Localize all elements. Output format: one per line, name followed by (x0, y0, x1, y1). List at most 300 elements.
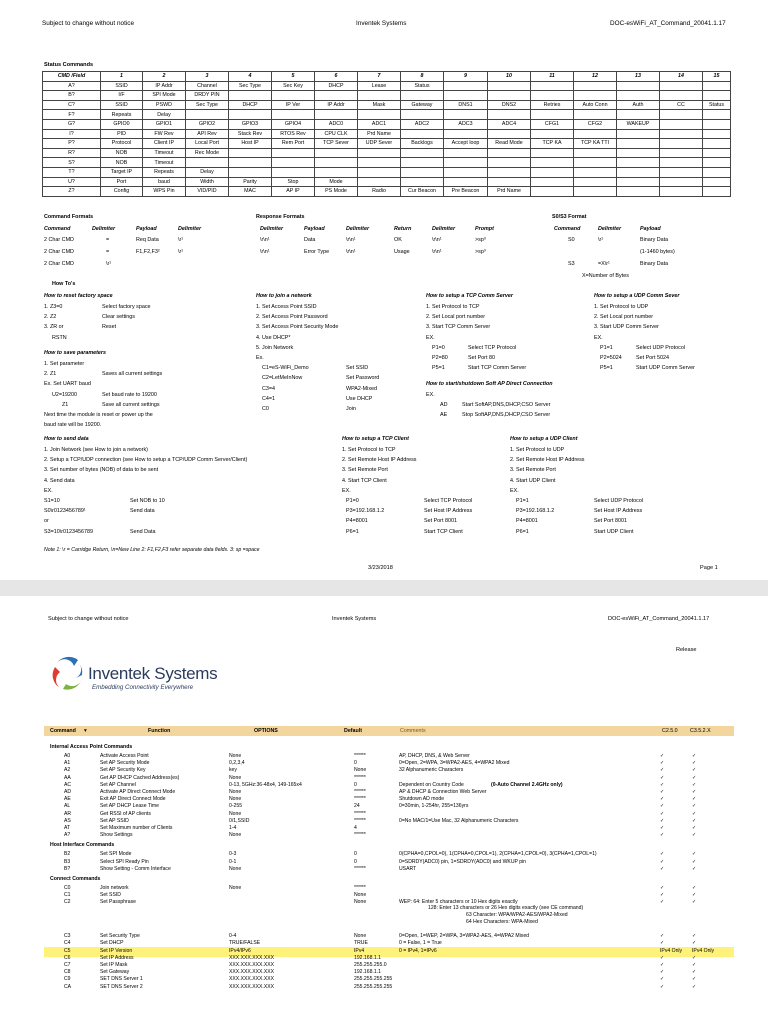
status-cell (703, 148, 731, 158)
status-cell: Rec Mode (186, 148, 229, 158)
howto-udp-client-step: 3. Set Remote Port (510, 467, 556, 474)
command-v1: ✓ (660, 774, 665, 781)
status-cell: Retries (531, 100, 574, 110)
response-format-cell: \r\n¹ (432, 249, 442, 255)
status-cell (660, 187, 703, 197)
status-cell: Prd Name (488, 187, 531, 197)
command-v2: ✓ (692, 865, 697, 872)
command-format-cell: \r¹ (106, 261, 112, 267)
status-cell (660, 139, 703, 149)
command-opt: None (229, 810, 242, 817)
command-v2: ✓ (692, 803, 697, 810)
howto-tcp-client-step: 2. Set Remote Host IP Address (342, 457, 417, 464)
command-func: Set Passphrase (100, 899, 136, 906)
command-opt: XXX.XXX.XXX.XXX (229, 976, 275, 983)
command-cmd: C7 (64, 962, 71, 968)
status-cell: NOB (101, 158, 143, 168)
status-cell: DNS1 (444, 100, 488, 110)
command-format-cell: = (106, 249, 110, 255)
status-cell: Stop (272, 177, 315, 187)
status-row (43, 148, 731, 158)
status-cell: TCP KA TTI (574, 139, 617, 149)
response-format-header: Prompt (475, 226, 494, 232)
command-def: 255.255.255.255 (354, 983, 393, 990)
status-col-header: CMD /Field (43, 72, 101, 82)
command-cmd: B3 (64, 858, 71, 865)
status-cell: P? (43, 139, 101, 149)
command-com: 0 = IPv4, 1=IPv6 (399, 947, 437, 954)
command-v2: ✓ (692, 899, 697, 906)
status-cell (660, 129, 703, 139)
command-com: USART (399, 865, 417, 872)
status-cell (444, 91, 488, 101)
command-opt: 0-13, 5GHz:36-48x4, 149-165x4 (229, 781, 302, 788)
status-cell (531, 110, 574, 120)
status-cell: Accept loop (444, 139, 488, 149)
command-format-header: Payload (136, 226, 157, 232)
status-cell: ADC1 (358, 119, 401, 129)
status-cell (444, 129, 488, 139)
status-cell (617, 91, 660, 101)
howto-send-ex-cmd: S1=10 (44, 498, 60, 504)
status-cell: TCP Sever (315, 139, 358, 149)
command-row (44, 898, 734, 908)
command-v1: ✓ (660, 899, 665, 906)
command-cmd: A0 (64, 753, 71, 759)
status-cell: Prd Name (358, 129, 401, 139)
status-cell: Config (101, 187, 143, 197)
howto-join-ex-desc: Set SSID (346, 365, 369, 372)
status-cell (617, 158, 660, 168)
command-v1: ✓ (660, 789, 665, 795)
command-opt: IPv4/IPv6 (229, 947, 251, 954)
status-cell (401, 177, 444, 187)
status-cell: A? (43, 81, 101, 91)
command-v2: ✓ (692, 774, 697, 781)
command-v2: ✓ (692, 962, 697, 968)
howto-reset-desc: Clear settings (102, 314, 135, 321)
command-format-header: Command (44, 226, 71, 232)
command-v2: ✓ (692, 976, 697, 983)
howto-send-step: 4. Send data (44, 477, 75, 484)
command-cmd: C0 (64, 885, 71, 891)
howto-save-title: How to save parameters (44, 350, 107, 356)
command-v2: ✓ (692, 832, 697, 839)
command-func: Set Security Type (100, 933, 140, 940)
response-format-header: Delimiter (260, 226, 284, 232)
howto-udp-server-ex-cmd: P1=1 (600, 344, 613, 351)
command-v1: ✓ (660, 865, 665, 872)
response-format-cell: \r\n¹ (346, 249, 356, 255)
command-func: Set Maximum number of Clients (100, 825, 173, 831)
status-cell: IP Addr (315, 100, 358, 110)
status-cell: Lease (358, 81, 401, 91)
howto-join-step: Ex. (256, 355, 264, 361)
howto-save-step: 1. Set parameter (44, 361, 85, 367)
status-cell (574, 110, 617, 120)
status-cell: Z? (43, 187, 101, 197)
command-v2: ✓ (692, 983, 697, 990)
command-v2: ✓ (692, 940, 697, 947)
status-cell (444, 158, 488, 168)
logo-tagline: Embedding Connectivity Everywhere (92, 684, 194, 691)
command-cmd: C2 (64, 899, 71, 906)
command-cmd: AE (64, 796, 71, 803)
howto-save-desc: Saves all current settings (102, 371, 163, 378)
status-cell (358, 158, 401, 168)
inventek-logo-icon (48, 654, 88, 694)
howto-send-step: EX. (44, 487, 53, 494)
status-cell: SSID (101, 81, 143, 91)
howto-send-ex-cmd: S3=10\r0123456789 (44, 528, 94, 535)
command-v2: ✓ (692, 760, 697, 767)
response-format-cell: \r\n¹ (432, 237, 442, 243)
header2-center: Inventek Systems (332, 616, 377, 622)
command-v2: ✓ (692, 796, 697, 803)
command-func: Set SSID (100, 892, 121, 899)
command-def: 255.255.255.0 (354, 962, 387, 968)
command-opt: 0-255 (229, 803, 243, 810)
command-def: None (354, 892, 367, 899)
status-cell: API Rev (186, 129, 229, 139)
howto-softap-ex-desc: Start SoftAP,DNS,DHCP,CSO Server (462, 402, 551, 409)
status-cell (315, 110, 358, 120)
status-cell: CFG1 (531, 119, 574, 129)
status-cell (617, 177, 660, 187)
response-format-cell: >sp³ (475, 249, 486, 255)
command-def: ****** (354, 789, 366, 795)
command-com: AP & DHCP & Connection Web Server (399, 789, 487, 795)
footnote: Note 1: \r = Carridge Return, \n=New Line 2: F1,F2,F3 refer separate data fields. 3: sp =space (44, 547, 260, 553)
command-def: None (354, 899, 367, 906)
status-cell: R? (43, 148, 101, 158)
howto-udp-client-step: 2. Set Remote Host IP Address (510, 457, 585, 464)
status-cell (186, 158, 229, 168)
command-def: 0 (354, 851, 357, 858)
response-format-header: Delimiter (432, 226, 456, 232)
howto-tcp-client-ex-cmd: P6=1 (346, 528, 359, 535)
status-cell: Mask (358, 100, 401, 110)
status-cell (229, 91, 272, 101)
command-func: Set IP Address (100, 954, 134, 961)
command-opt: 0-4 (229, 933, 237, 940)
command-opt: None (229, 832, 242, 839)
howto-save-note: Next time the module is reset or power up the (44, 412, 153, 418)
howtos-title: How To's (52, 281, 76, 287)
status-cell (229, 110, 272, 120)
status-cell: I? (43, 129, 101, 139)
howto-join-step: 4. Use DHCP* (256, 334, 291, 341)
header-center: Inventek Systems (356, 20, 407, 27)
howto-udp-server-ex-desc: Set Port 5024 (636, 355, 669, 361)
status-cell (401, 129, 444, 139)
howto-tcp-server-step: 2. Set Local port number (426, 314, 486, 321)
s0s3-format-cell: =X\r¹ (598, 261, 610, 267)
command-v2: ✓ (692, 969, 697, 976)
command-com: WEP: 64: Enter 5 characters or 10 Hex digits exactly (399, 899, 518, 906)
group-title: Host Interface Commands (50, 842, 115, 849)
command-def: None (354, 933, 367, 940)
command-def: 4 (354, 825, 357, 831)
status-cell (315, 158, 358, 168)
howto-tcp-client-ex-desc: Start TCP Client (424, 528, 463, 535)
command-cmd: AT (64, 825, 71, 831)
command-def: IPv4 (354, 947, 365, 954)
status-commands-table (42, 71, 731, 197)
status-cell (488, 129, 531, 139)
command-v2: ✓ (692, 954, 697, 961)
command-cmd: AA (64, 774, 71, 781)
status-cell (272, 110, 315, 120)
command-v1: ✓ (660, 983, 665, 990)
status-cell: GPIO4 (272, 119, 315, 129)
status-cell (444, 177, 488, 187)
howto-tcp-server-step: EX. (426, 334, 435, 341)
howto-reset-desc: Reset (102, 324, 117, 331)
howto-udp-client-step: 4. Start UDP Client (510, 477, 556, 484)
command-opt: XXX.XXX.XXX.XXX (229, 969, 275, 976)
howto-save-note: baud rate will be 19200. (44, 422, 102, 428)
command-func: Set IP Version (100, 947, 133, 954)
command-v1: ✓ (660, 825, 665, 831)
command-com: 0=30min, 1-254hr, 255=136yrs (399, 803, 469, 810)
howto-reset-step: 3. ZR or (44, 324, 64, 331)
command-func: Set AP Channel (100, 781, 136, 788)
col-function: Function (148, 728, 171, 734)
s0s3-format-cell: S0 (568, 237, 575, 243)
howto-softap-ex-cmd: AE (440, 412, 448, 419)
howto-tcp-server-ex-desc: Select TCP Protocol (468, 344, 517, 351)
status-cell (617, 148, 660, 158)
status-cell: I/F (101, 91, 143, 101)
status-cell (617, 81, 660, 91)
response-formats-title: Response Formats (256, 214, 305, 220)
command-cmd: A1 (64, 760, 71, 767)
howto-udp-client-ex-cmd: P3=192.168.1.2 (516, 508, 555, 515)
command-cmd: C3 (64, 933, 71, 940)
howto-join-ex-cmd: C1=eS-WiFi_Demo (262, 365, 309, 372)
command-def: None (354, 767, 367, 774)
howto-softap-ex-cmd: AD (440, 402, 448, 409)
howto-tcp-client-step: EX. (342, 487, 351, 494)
status-cell: Auth (617, 100, 660, 110)
status-cell: Cur Beacon (401, 187, 444, 197)
howto-udp-server-ex-cmd: P5=1 (600, 365, 613, 372)
status-cell: SSID (101, 100, 143, 110)
status-cell: IP Addr (143, 81, 186, 91)
command-opt: None (229, 796, 242, 803)
status-cell: PS Mode (315, 187, 358, 197)
status-cell (401, 158, 444, 168)
command-com: 0(CPHA=0,CPOL=0), 1(CPHA=0,CPOL=1), 2(CPHA=1,CPOL=0), 3(CPHA=1,CPOL=1) (399, 851, 597, 858)
status-cell: Rem Port (272, 139, 315, 149)
command-func: Set AP SSID (100, 817, 129, 824)
command-v1: ✓ (660, 892, 665, 899)
command-cmd: C5 (64, 947, 71, 954)
status-cell (703, 81, 731, 91)
howto-udp-client-ex-cmd: P4=8001 (516, 518, 538, 525)
status-cell (358, 177, 401, 187)
status-row (43, 119, 731, 129)
header-right: DOC-esWiFi_AT_Command_20041.1.17 (610, 20, 726, 27)
status-cell (488, 91, 531, 101)
status-cell (531, 129, 574, 139)
command-def: ****** (354, 817, 366, 824)
howto-join-ex-cmd: C2=LetMeInNow (262, 375, 303, 382)
status-cell (531, 148, 574, 158)
status-col-header: 9 (444, 72, 488, 82)
response-format-cell: \r\n¹ (260, 249, 270, 255)
howto-udp-client-ex-desc: Set Port 8001 (594, 518, 627, 525)
command-cmd: AR (64, 810, 72, 817)
status-cell (660, 91, 703, 101)
command-def: ****** (354, 774, 366, 781)
command-format-cell: 2 Char CMD (44, 237, 74, 243)
howto-tcp-client-step: 1. Set Protocol to TCP (342, 447, 396, 453)
howto-udp-server-step: 2. Set Local port number (594, 314, 654, 321)
howto-udp-client-step: EX. (510, 487, 519, 494)
status-cell: Channel (186, 81, 229, 91)
command-v2: ✓ (692, 810, 697, 817)
status-cell: GPIO1 (143, 119, 186, 129)
command-opt: XXX.XXX.XXX.XXX (229, 983, 275, 990)
command-v2: ✓ (692, 851, 697, 858)
status-cell: VID/PID (186, 187, 229, 197)
status-cell: AP IP (272, 187, 315, 197)
status-col-header: 2 (143, 72, 186, 82)
status-cell: C? (43, 100, 101, 110)
howto-save-desc: Set baud rate to 19200 (102, 391, 157, 398)
status-cell: Host IP (229, 139, 272, 149)
command-opt: TRUE/FALSE (229, 940, 261, 947)
howto-tcp-client-step: 3. Set Remote Port (342, 467, 388, 474)
status-cell (660, 110, 703, 120)
howto-tcp-client-ex-cmd: P3=192.168.1.2 (346, 508, 385, 515)
howto-tcp-server-title: How to setup a TCP Comm Server (426, 293, 513, 299)
command-func: SET DNS Server 1 (100, 976, 143, 983)
status-cell: Delay (143, 110, 186, 120)
status-cell (488, 177, 531, 187)
command-v1: ✓ (660, 940, 665, 947)
status-cell: Stack Rev (229, 129, 272, 139)
command-com: AP, DHCP, DNS, & Web Server (399, 753, 470, 759)
command-cmd: AL (64, 803, 71, 810)
howto-udp-client-ex-desc: Set Host IP Address (594, 508, 643, 515)
status-cell (272, 158, 315, 168)
s0s3-format-cell: \r¹ (598, 237, 604, 243)
command-format-cell: 2 Char CMD (44, 249, 74, 255)
response-format-cell: OK (394, 237, 402, 243)
howto-udp-server-ex-desc: Start UDP Comm Server (636, 365, 695, 372)
command-opt: None (229, 789, 242, 795)
status-cell: CFG2 (574, 119, 617, 129)
command-v2: ✓ (692, 781, 697, 788)
command-opt: 0,2,3,4 (229, 760, 245, 767)
status-row (43, 167, 731, 177)
howto-join-ex-cmd: C4=1 (262, 395, 276, 402)
howto-softap-step: EX. (426, 392, 435, 398)
status-cell (531, 187, 574, 197)
command-cmd: AD (64, 789, 72, 795)
command-v2: ✓ (692, 885, 697, 891)
command-v2: ✓ (692, 858, 697, 865)
status-cell: WPS Pin (143, 187, 186, 197)
status-cell (574, 158, 617, 168)
status-cell: ADC0 (315, 119, 358, 129)
howto-save-desc: Save all current settings (102, 401, 160, 408)
status-cell: NOB (101, 148, 143, 158)
command-com: 0=No MAC/1=Use Mac, 32 Alphanumeric Characters (399, 817, 519, 824)
status-cell: Backlogs (401, 139, 444, 149)
howto-tcp-server-ex-desc: Start TCP Comm Server (468, 365, 527, 372)
command-row (44, 865, 734, 875)
command-def: TRUE (354, 940, 368, 947)
command-def: ****** (354, 796, 366, 803)
howto-tcp-client-ex-cmd: P1=0 (346, 498, 359, 504)
command-def: 0 (354, 781, 357, 788)
status-cell (444, 81, 488, 91)
status-col-header: 15 (703, 72, 731, 82)
status-cell: Client IP (143, 139, 186, 149)
command-v1: ✓ (660, 885, 665, 891)
status-cell (703, 139, 731, 149)
status-row (43, 177, 731, 187)
status-row (43, 158, 731, 168)
response-format-cell: Error Type (304, 249, 330, 255)
command-def: ****** (354, 865, 366, 872)
passphrase-detail: 64 Hex Characters: WPA-Mixed (466, 919, 538, 925)
command-com-bold: (0-Auto Channel 2.4GHz only) (491, 781, 563, 788)
status-cell (531, 177, 574, 187)
howto-save-step: Z1 (62, 401, 69, 408)
command-cmd: B2 (64, 851, 71, 858)
status-cell (272, 167, 315, 177)
command-func: Set AP Security Mode (100, 760, 150, 767)
command-v1: ✓ (660, 817, 665, 824)
howto-send-step: 1. Join Network (see How to join a network) (44, 447, 148, 453)
command-row (44, 983, 734, 993)
command-func: Activate AP Direct Connect Mode (100, 789, 176, 795)
status-cell: DHCP (229, 100, 272, 110)
howto-send-ex-desc: Send data (130, 508, 155, 515)
command-com: 0=Open, 1=WEP, 2=WPA, 3=WPA2-AES, 4=WPA2 Mixed (399, 933, 529, 940)
status-cell: ADC4 (488, 119, 531, 129)
howto-join-step: 5. Join Network (256, 344, 294, 351)
command-func: Set DHCP (100, 940, 124, 947)
howto-send-ex-desc: Send Data (130, 528, 156, 535)
howto-send-title: How to send data (44, 436, 89, 442)
group-title: Connect Commands (50, 876, 101, 882)
command-cmd: A? (64, 832, 71, 839)
command-def: 24 (354, 803, 360, 810)
command-func: Exit AP Direct Connect Mode (100, 796, 166, 803)
status-cell: baud (143, 177, 186, 187)
status-cell (401, 91, 444, 101)
status-cell (531, 158, 574, 168)
command-cmd: C6 (64, 954, 71, 961)
status-cell (574, 177, 617, 187)
command-def: ****** (354, 885, 366, 891)
status-cell (617, 129, 660, 139)
status-cell: DNS2 (488, 100, 531, 110)
command-v1: ✓ (660, 954, 665, 961)
status-commands-title: Status Commands (44, 62, 94, 68)
status-cell: DHCP (315, 81, 358, 91)
command-format-cell: 2 Char CMD (44, 261, 74, 267)
command-com: 32 Alphanumeric Characters (399, 767, 464, 774)
status-cell: Repeats (101, 110, 143, 120)
command-v1: ✓ (660, 803, 665, 810)
